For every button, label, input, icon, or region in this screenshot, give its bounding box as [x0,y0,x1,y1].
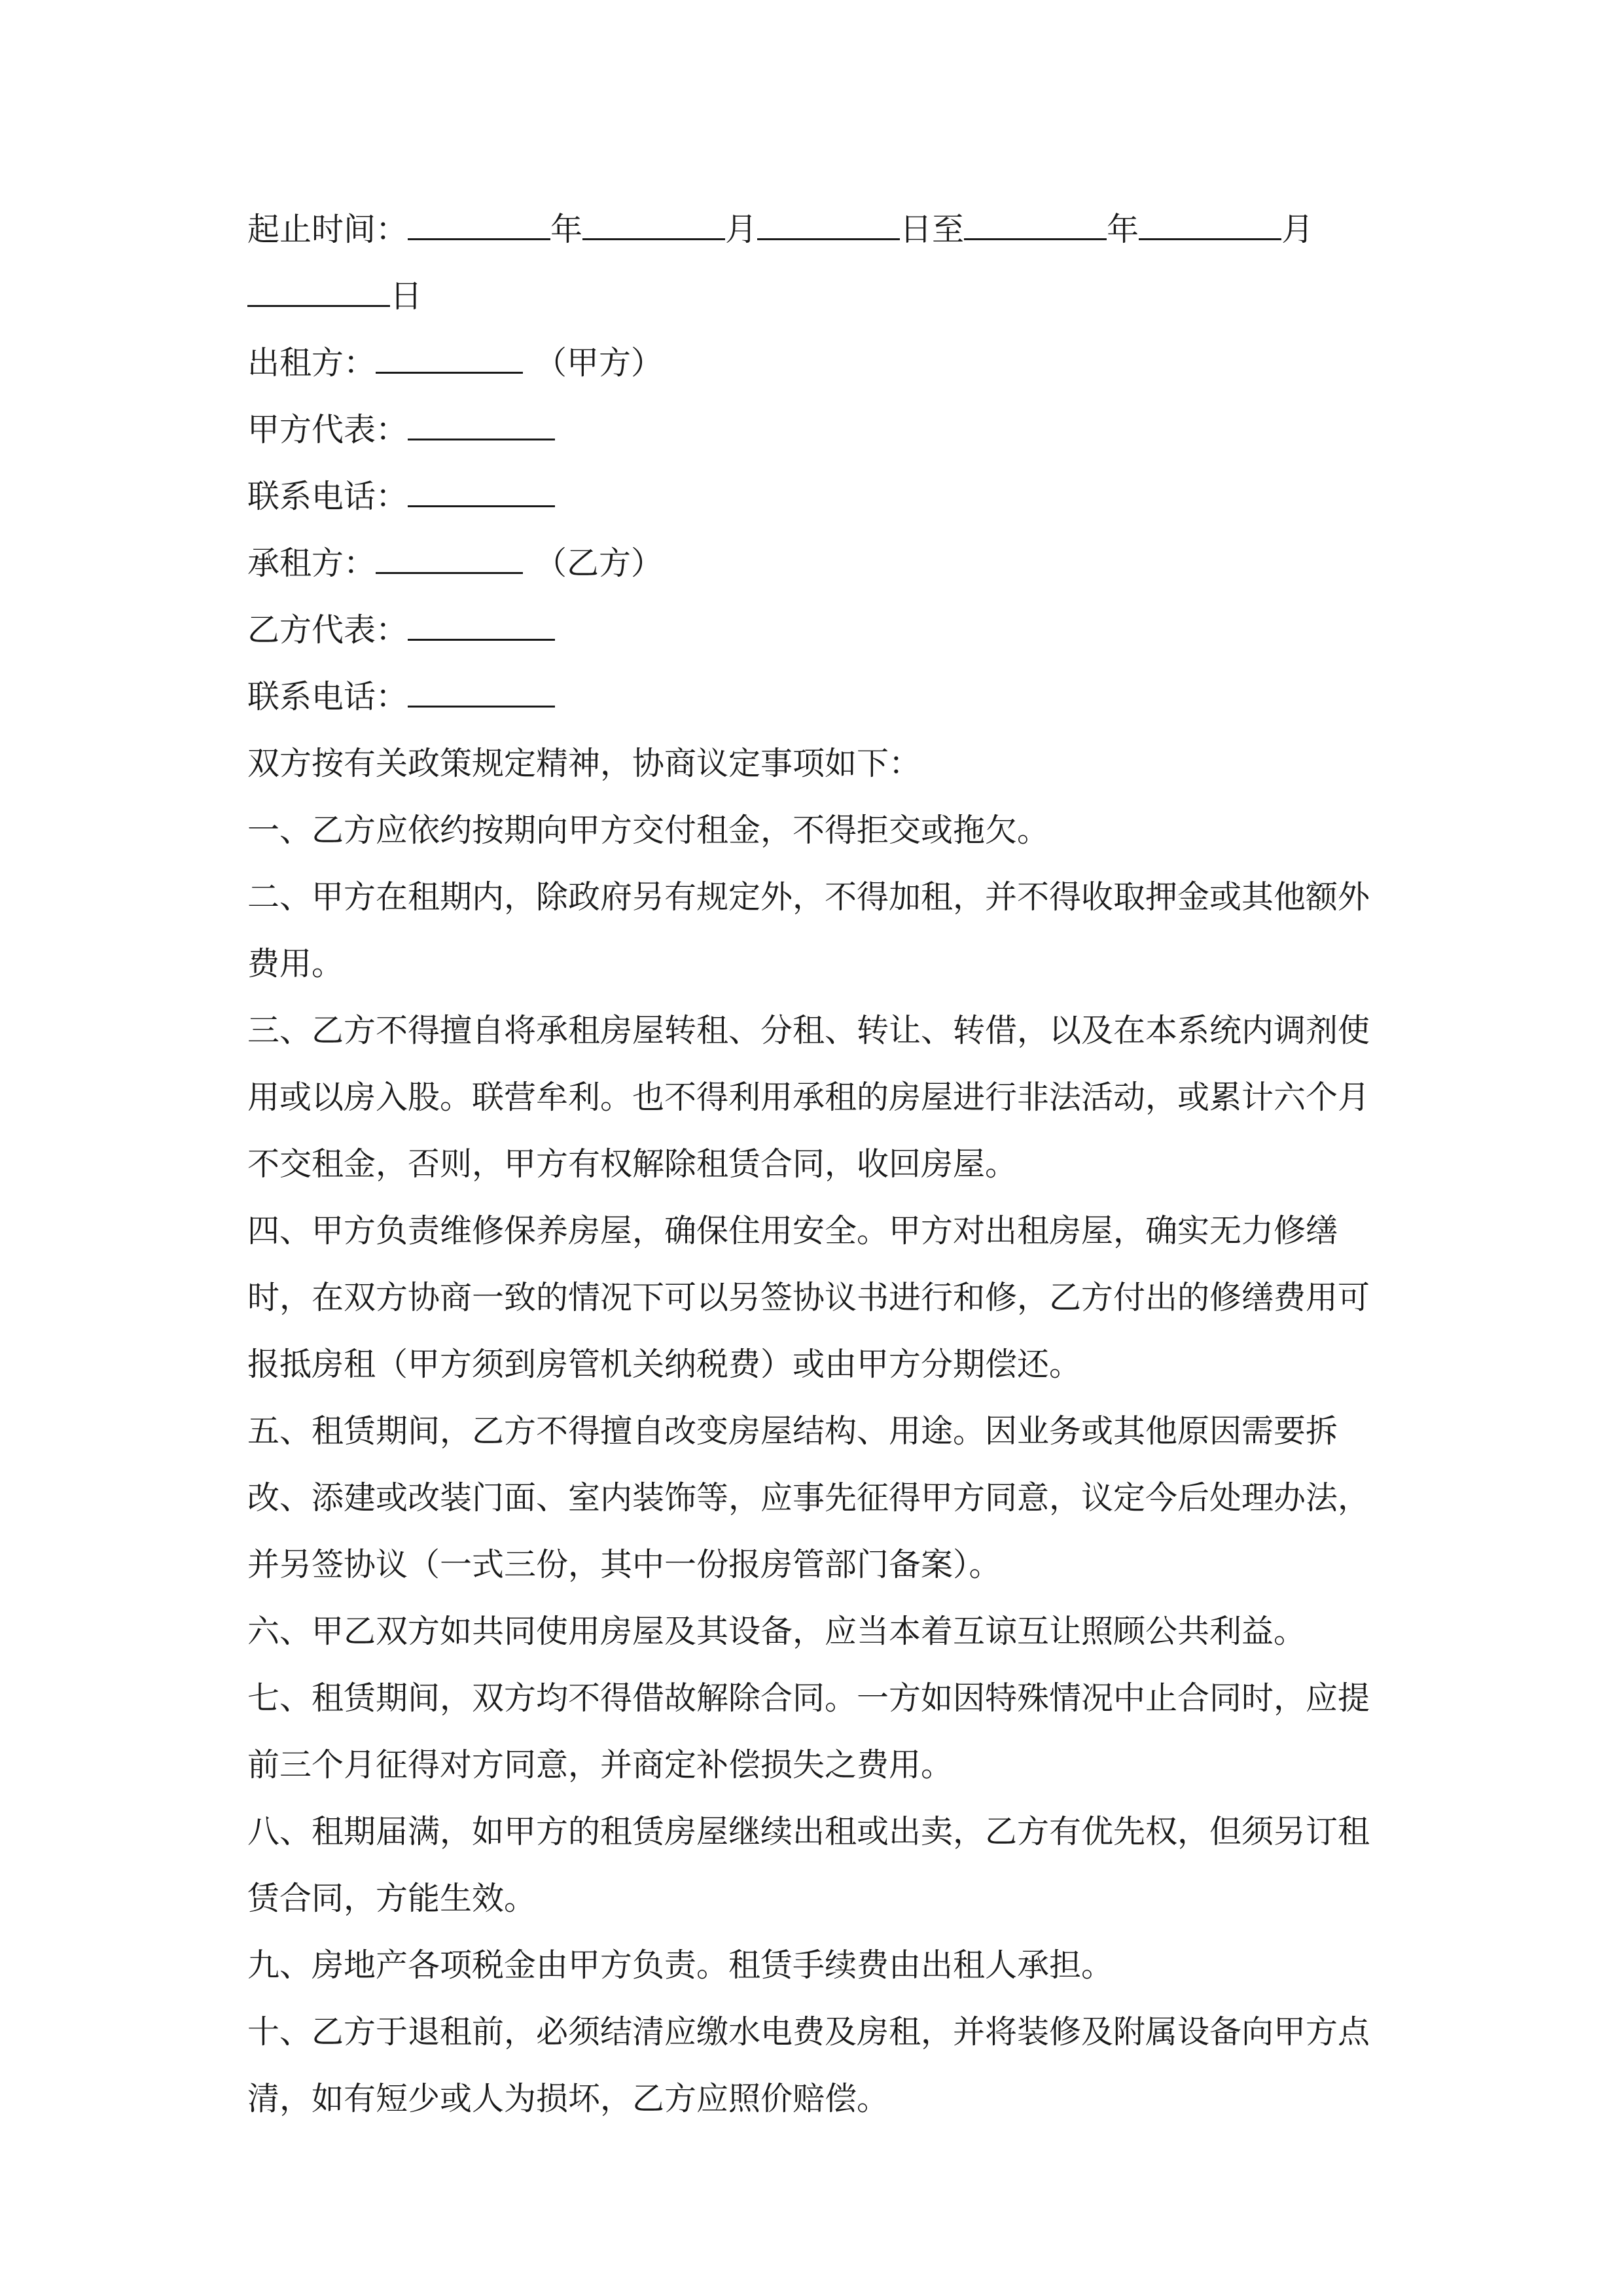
start-year-blank[interactable] [408,213,550,240]
lessor-mark: （甲方） [535,344,664,382]
lessee-rep-line [247,597,1387,664]
period-line-2 [247,263,1387,330]
lessee-line [247,530,1387,597]
end-month-unit: 月 [1281,211,1314,248]
lessee-rep-blank[interactable] [408,614,555,641]
lessee-mark: （乙方） [535,545,664,582]
start-day-unit: 日至 [900,211,965,248]
lessor-label: 出租方： [247,344,376,382]
clause-10: 十、乙方于退租前，必须结清应缴水电费及房租，并将装修及附属设备向甲方点清，如有短少或人为损坏，乙方应照价赔偿。 [247,2013,1370,2117]
clause-8: 八、租期届满，如甲方的租赁房屋继续出租或出卖，乙方有优先权，但须另订租赁合同，方能生效。 [247,1813,1370,1917]
intro-text: 双方按有关政策规定精神，协商议定事项如下： [247,745,921,782]
clause-9: 九、房地产各项税金由甲方负责。租赁手续费由出租人承担。 [247,1946,1114,1984]
start-month-unit: 月 [725,211,758,248]
lessor-line [247,330,1387,397]
start-day-blank[interactable] [757,213,900,240]
clause-7: 七、租赁期间，双方均不得借故解除合同。一方如因特殊情况中止合同时，应提前三个月征得对方同意，并商定补偿损失之费用。 [247,1679,1370,1784]
lessor-phone-line [247,463,1387,530]
clause-3: 三、乙方不得擅自将承租房屋转租、分租、转让、转借，以及在本系统内调剂使用或以房入股。联营牟利。也不得利用承租的房屋进行非法活动，或累计六个月不交租金，否则，甲方有权解除租赁合同，收回房屋。 [247,1012,1370,1183]
lessee-phone-label: 联系电话： [247,678,408,715]
lessee-phone-blank[interactable] [408,681,555,708]
clause-1: 一、乙方应依约按期向甲方交付租金，不得拒交或拖欠。 [247,812,1050,849]
clause-5: 五、租赁期间，乙方不得擅自改变房屋结构、用途。因业务或其他原因需要拆改、添建或改装门面、室内装饰等，应事先征得甲方同意，议定今后处理办法，并另签协议（一式三份，其中一份报房管部门备案）。 [247,1412,1370,1583]
clause-2: 二、甲方在租期内，除政府另有规定外，不得加租，并不得收取押金或其他额外费用。 [247,878,1370,982]
lessor-rep-blank[interactable] [408,414,555,440]
end-day-blank[interactable] [247,280,390,307]
period-label: 起止时间： [247,211,408,248]
lessor-rep-line [247,397,1387,463]
lessor-rep-label: 甲方代表： [247,411,408,448]
period-line [247,196,1387,263]
end-month-blank[interactable] [1139,213,1281,240]
lessor-phone-blank[interactable] [408,480,555,507]
lessor-phone-label: 联系电话： [247,478,408,515]
lessee-label: 承租方： [247,545,376,582]
lessee-phone-line [247,664,1387,730]
end-year-blank[interactable] [964,213,1107,240]
contract-page [247,196,1387,2132]
clause-6: 六、甲乙双方如共同使用房屋及其设备，应当本着互谅互让照顾公共利益。 [247,1613,1306,1650]
start-month-blank[interactable] [582,213,725,240]
lessee-rep-label: 乙方代表： [247,611,408,649]
lessee-blank[interactable] [376,547,523,574]
end-day-unit: 日 [390,278,423,315]
end-year-unit: 年 [1107,211,1139,248]
clause-4: 四、甲方负责维修保养房屋，确保住用安全。甲方对出租房屋，确实无力修缮时，在双方协商一致的情况下可以另签协议书进行和修，乙方付出的修缮费用可报抵房租（甲方须到房管机关纳税费）或由甲方分期偿还。 [247,1212,1370,1383]
lessor-blank[interactable] [376,347,523,374]
start-year-unit: 年 [550,211,583,248]
